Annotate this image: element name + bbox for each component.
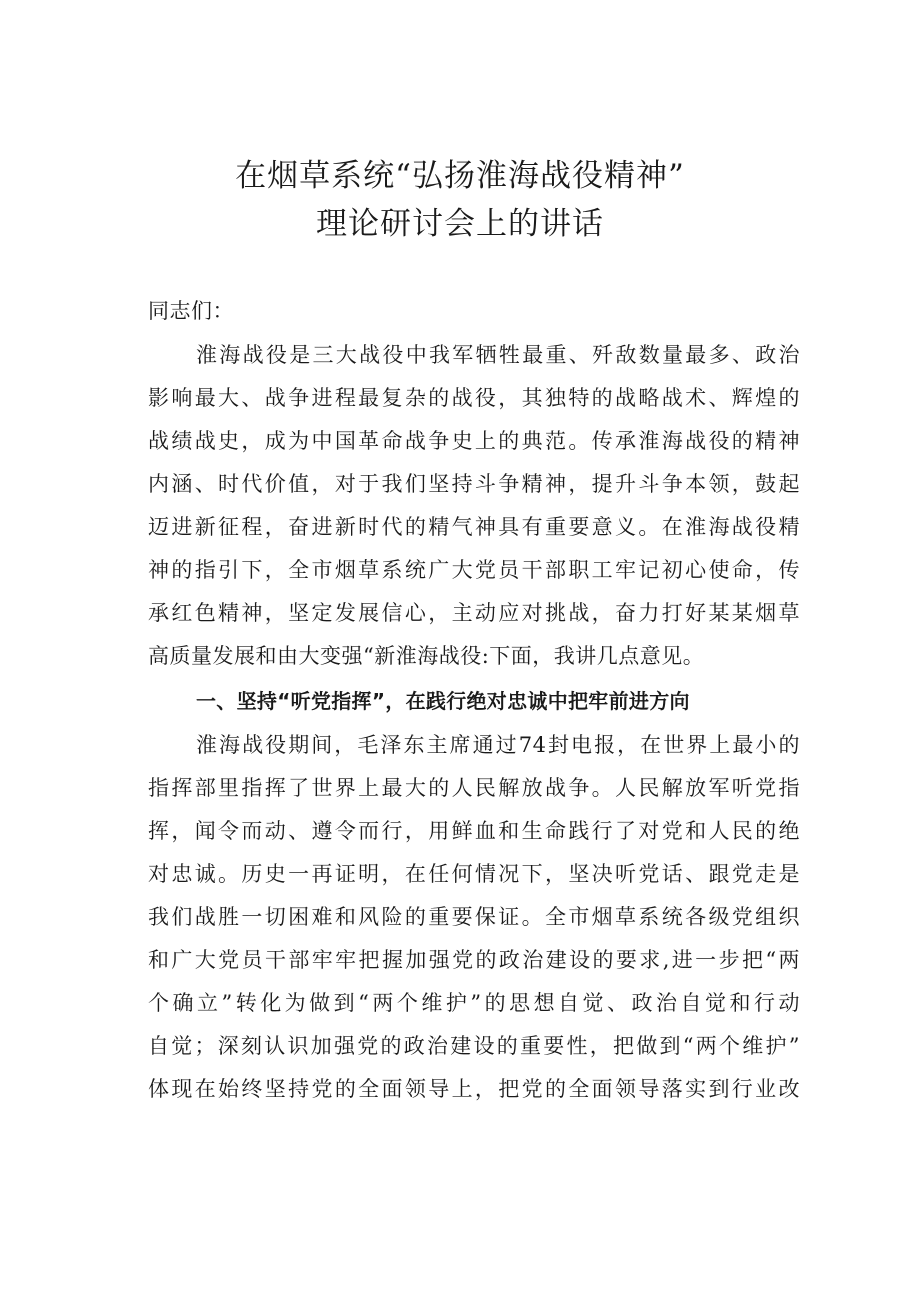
paragraph-1-line: 战绩战史，成为中国革命战争史上的典范。传承淮海战役的精神 <box>148 429 800 453</box>
paragraph-1-line: 淮海战役是三大战役中我军牺牲最重、歼敌数量最多、政治 <box>196 343 800 367</box>
paragraph-1-line: 神的指引下，全市烟草系统广大党员干部职工牢记初心使命，传 <box>148 558 800 582</box>
paragraph-2-line: 我们战胜一切困难和风险的重要保证。全市烟草系统各级党组织 <box>148 905 800 929</box>
salutation: 同志们： <box>148 299 234 323</box>
paragraph-1-line: 高质量发展和由大变强“新淮海战役:下面，我讲几点意见。 <box>148 644 705 668</box>
paragraph-1-line: 承红色精神，坚定发展信心，主动应对挑战，奋力打好某某烟草 <box>148 601 800 625</box>
paragraph-2-line: 指挥部里指挥了世界上最大的人民解放战争。人民解放军听党指 <box>148 776 800 800</box>
paragraph-2-line: 和广大党员干部牢牢把握加强党的政治建设的要求,进一步把“两 <box>148 948 800 972</box>
paragraph-1-line: 内涵、时代价值，对于我们坚持斗争精神，提升斗争本领，鼓起 <box>148 472 800 496</box>
section-heading-1: 一、坚持“听党指挥”，在践行绝对忠诚中把牢前进方向 <box>196 689 690 713</box>
paragraph-2-line: 淮海战役期间，毛泽东主席通过74封电报，在世界上最小的 <box>196 733 800 757</box>
paragraph-2-line: 对忠诚。历史一再证明，在任何情况下，坚决听党话、跟党走是 <box>148 862 800 886</box>
paragraph-2-line: 挥，闻令而动、遵令而行，用鲜血和生命践行了对党和人民的绝 <box>148 819 800 843</box>
paragraph-1-line: 影响最大、战争进程最复杂的战役，其独特的战略战术、辉煌的 <box>148 386 800 410</box>
paragraph-2-line: 自觉；深刻认识加强党的政治建设的重要性，把做到“两个维护” <box>148 1034 800 1058</box>
document-title-line-2: 理论研讨会上的讲话 <box>316 206 604 242</box>
paragraph-2-line: 个确立”转化为做到“两个维护”的思想自觉、政治自觉和行动 <box>148 991 800 1015</box>
paragraph-1-line: 迈进新征程，奋进新时代的精气神具有重要意义。在淮海战役精 <box>148 515 800 539</box>
document-title-line-1: 在烟草系统“弘扬淮海战役精神” <box>235 158 685 194</box>
paragraph-2-line: 体现在始终坚持党的全面领导上，把党的全面领导落实到行业改 <box>148 1077 800 1101</box>
